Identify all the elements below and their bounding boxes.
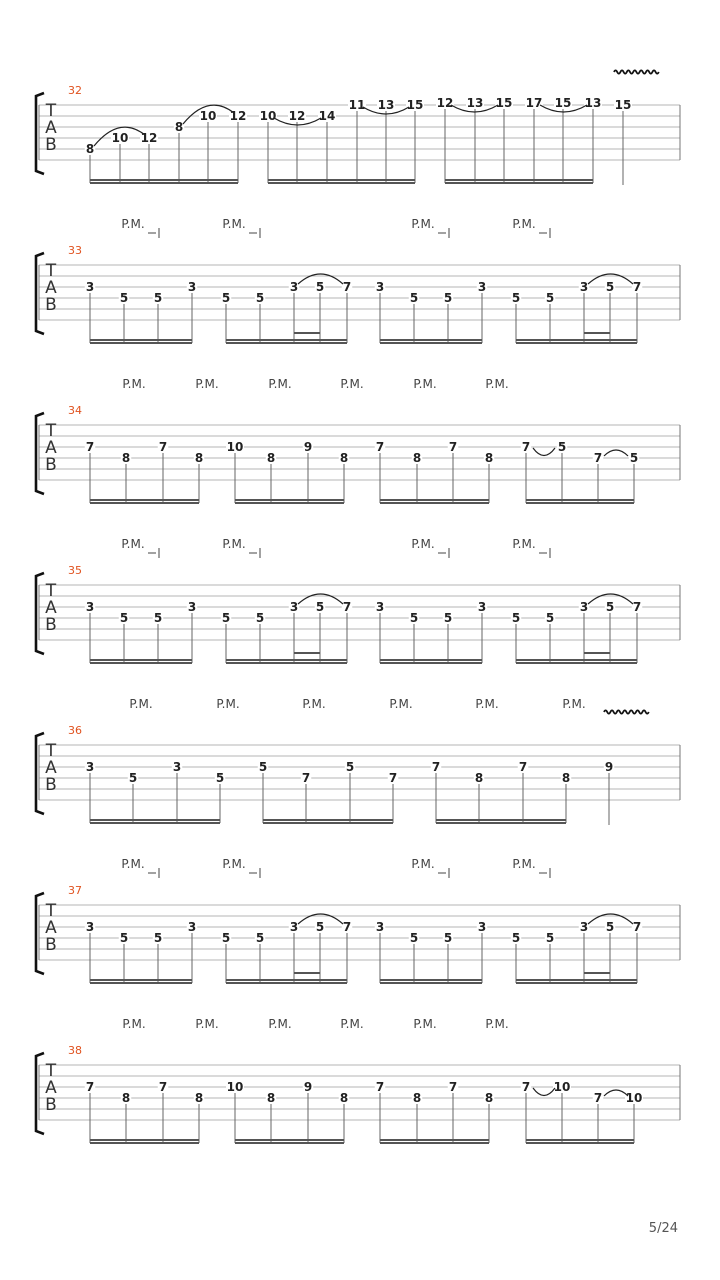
fret-number: 3 xyxy=(85,760,95,774)
fret-number: 7 xyxy=(342,600,352,614)
beam-tertiary xyxy=(294,972,320,974)
beam-secondary xyxy=(226,342,347,344)
fret-number: 15 xyxy=(614,98,632,112)
fret-number: 9 xyxy=(303,1080,313,1094)
beam-primary xyxy=(226,979,347,981)
fret-number: 5 xyxy=(315,600,325,614)
tab-clef-letter: B xyxy=(45,1095,57,1115)
palm-mute-mark: P.M. xyxy=(485,377,509,391)
palm-mute-mark: P.M. xyxy=(222,537,246,551)
beam-secondary xyxy=(263,822,393,824)
fret-number: 5 xyxy=(119,611,129,625)
fret-number: 10 xyxy=(111,131,129,145)
beam-secondary xyxy=(90,822,220,824)
beam-primary xyxy=(235,499,344,501)
fret-number: 8 xyxy=(266,1091,276,1105)
fret-number: 7 xyxy=(85,1080,95,1094)
tie-arc xyxy=(533,1088,555,1096)
tab-clef-letter: A xyxy=(45,1078,57,1098)
tie-arc xyxy=(604,1090,628,1096)
beam-primary xyxy=(526,499,634,501)
fret-number: 3 xyxy=(172,760,182,774)
fret-number: 8 xyxy=(484,1091,494,1105)
vibrato-icon xyxy=(614,70,659,73)
measure-number: 32 xyxy=(68,84,82,97)
fret-number: 10 xyxy=(259,109,277,123)
tab-clef-letter: A xyxy=(45,438,57,458)
fret-number: 14 xyxy=(318,109,336,123)
fret-number: 5 xyxy=(315,920,325,934)
fret-number: 5 xyxy=(153,611,163,625)
fret-number: 7 xyxy=(342,920,352,934)
palm-mute-mark: P.M. xyxy=(411,537,435,551)
palm-mute-mark: P.M. xyxy=(195,377,219,391)
measure-number: 38 xyxy=(68,1044,82,1057)
beam-secondary xyxy=(90,342,192,344)
tab-clef-letter: B xyxy=(45,135,57,155)
measure-number: 34 xyxy=(68,404,82,417)
tie-arc xyxy=(604,450,628,456)
fret-number: 5 xyxy=(629,451,639,465)
beam-primary xyxy=(90,659,192,661)
beam-primary xyxy=(90,819,220,821)
measure-number: 35 xyxy=(68,564,82,577)
fret-number: 13 xyxy=(584,96,602,110)
fret-number: 5 xyxy=(545,291,555,305)
fret-number: 8 xyxy=(194,451,204,465)
fret-number: 3 xyxy=(579,600,589,614)
beam-secondary xyxy=(90,182,238,184)
fret-number: 8 xyxy=(121,451,131,465)
fret-number: 5 xyxy=(443,291,453,305)
tab-clef-letter: T xyxy=(45,1061,57,1081)
fret-number: 7 xyxy=(632,920,642,934)
fret-number: 3 xyxy=(375,920,385,934)
fret-number: 3 xyxy=(375,600,385,614)
measure-number: 37 xyxy=(68,884,82,897)
palm-mute-mark: P.M. xyxy=(475,697,499,711)
fret-number: 8 xyxy=(266,451,276,465)
fret-number: 9 xyxy=(604,760,614,774)
beam-primary xyxy=(226,659,347,661)
fret-number: 3 xyxy=(85,920,95,934)
fret-number: 3 xyxy=(477,280,487,294)
palm-mute-mark: P.M. xyxy=(222,217,246,231)
tab-clef-letter: B xyxy=(45,615,57,635)
beam-primary xyxy=(90,179,238,181)
beam-secondary xyxy=(516,662,637,664)
fret-number: 5 xyxy=(409,611,419,625)
fret-number: 7 xyxy=(375,440,385,454)
beam-tertiary xyxy=(584,332,610,334)
beam-primary xyxy=(226,339,347,341)
beam-secondary xyxy=(235,1142,344,1144)
fret-number: 3 xyxy=(187,280,197,294)
palm-mute-mark: P.M. xyxy=(121,217,145,231)
tab-clef-letter: T xyxy=(45,901,57,921)
beam-secondary xyxy=(90,502,199,504)
fret-number: 8 xyxy=(85,142,95,156)
palm-mute-mark: P.M. xyxy=(413,377,437,391)
beam-secondary xyxy=(380,662,482,664)
fret-number: 7 xyxy=(158,1080,168,1094)
fret-number: 17 xyxy=(525,96,543,110)
fret-number: 5 xyxy=(221,611,231,625)
fret-number: 15 xyxy=(495,96,513,110)
fret-number: 3 xyxy=(477,600,487,614)
palm-mute-mark: P.M. xyxy=(389,697,413,711)
palm-mute-mark: P.M. xyxy=(411,217,435,231)
fret-number: 10 xyxy=(625,1091,643,1105)
fret-number: 5 xyxy=(255,931,265,945)
fret-number: 11 xyxy=(348,98,366,112)
fret-number: 5 xyxy=(153,291,163,305)
page-number: 5/24 xyxy=(648,1221,678,1236)
tab-clef-letter: B xyxy=(45,775,57,795)
fret-number: 8 xyxy=(412,1091,422,1105)
tab-system-36 xyxy=(36,697,680,825)
fret-number: 7 xyxy=(593,1091,603,1105)
fret-number: 3 xyxy=(289,920,299,934)
beam-secondary xyxy=(445,182,593,184)
fret-number: 7 xyxy=(301,771,311,785)
tab-clef-letter: A xyxy=(45,278,57,298)
palm-mute-mark: P.M. xyxy=(485,1017,509,1031)
fret-number: 8 xyxy=(474,771,484,785)
fret-number: 12 xyxy=(436,96,454,110)
fret-number: 7 xyxy=(158,440,168,454)
fret-number: 5 xyxy=(119,291,129,305)
beam-primary xyxy=(516,979,637,981)
palm-mute-mark: P.M. xyxy=(512,217,536,231)
fret-number: 5 xyxy=(409,291,419,305)
beam-primary xyxy=(445,179,593,181)
fret-number: 13 xyxy=(377,98,395,112)
fret-number: 8 xyxy=(412,451,422,465)
beam-primary xyxy=(380,979,482,981)
beam-secondary xyxy=(380,982,482,984)
palm-mute-mark: P.M. xyxy=(340,377,364,391)
beam-tertiary xyxy=(294,652,320,654)
fret-number: 7 xyxy=(448,440,458,454)
fret-number: 15 xyxy=(406,98,424,112)
measure-number: 33 xyxy=(68,244,82,257)
fret-number: 5 xyxy=(345,760,355,774)
palm-mute-mark: P.M. xyxy=(512,857,536,871)
tab-system-38 xyxy=(36,1017,680,1144)
beam-tertiary xyxy=(584,652,610,654)
fret-number: 3 xyxy=(187,600,197,614)
tab-clef-letter: T xyxy=(45,101,57,121)
fret-number: 5 xyxy=(511,291,521,305)
beam-primary xyxy=(90,979,192,981)
fret-number: 5 xyxy=(258,760,268,774)
fret-number: 8 xyxy=(484,451,494,465)
fret-number: 5 xyxy=(511,611,521,625)
beam-primary xyxy=(526,1139,634,1141)
fret-number: 5 xyxy=(443,611,453,625)
fret-number: 5 xyxy=(255,291,265,305)
fret-number: 5 xyxy=(128,771,138,785)
palm-mute-mark: P.M. xyxy=(222,857,246,871)
fret-number: 7 xyxy=(518,760,528,774)
beam-secondary xyxy=(90,662,192,664)
fret-number: 5 xyxy=(153,931,163,945)
fret-number: 5 xyxy=(221,291,231,305)
fret-number: 7 xyxy=(593,451,603,465)
fret-number: 10 xyxy=(553,1080,571,1094)
fret-number: 5 xyxy=(315,280,325,294)
beam-secondary xyxy=(436,822,566,824)
fret-number: 9 xyxy=(303,440,313,454)
beam-primary xyxy=(380,659,482,661)
fret-number: 7 xyxy=(448,1080,458,1094)
fret-number: 3 xyxy=(289,280,299,294)
tab-clef-letter: B xyxy=(45,455,57,475)
vibrato-icon xyxy=(604,710,649,713)
palm-mute-mark: P.M. xyxy=(268,1017,292,1031)
tab-system-33 xyxy=(36,217,680,344)
beam-primary xyxy=(90,339,192,341)
beam-secondary xyxy=(235,502,344,504)
fret-number: 5 xyxy=(221,931,231,945)
beam-primary xyxy=(516,659,637,661)
tab-clef-letter: T xyxy=(45,581,57,601)
palm-mute-mark: P.M. xyxy=(302,697,326,711)
beam-secondary xyxy=(516,982,637,984)
fret-number: 5 xyxy=(119,931,129,945)
palm-mute-mark: P.M. xyxy=(195,1017,219,1031)
fret-number: 5 xyxy=(605,280,615,294)
fret-number: 7 xyxy=(632,280,642,294)
fret-number: 10 xyxy=(226,440,244,454)
tab-system-35 xyxy=(36,537,680,664)
fret-number: 5 xyxy=(511,931,521,945)
palm-mute-mark: P.M. xyxy=(413,1017,437,1031)
fret-number: 3 xyxy=(579,920,589,934)
palm-mute-mark: P.M. xyxy=(411,857,435,871)
fret-number: 3 xyxy=(579,280,589,294)
tab-clef-letter: T xyxy=(45,261,57,281)
beam-secondary xyxy=(526,1142,634,1144)
tab-clef-letter: T xyxy=(45,741,57,761)
palm-mute-mark: P.M. xyxy=(121,857,145,871)
fret-number: 5 xyxy=(545,931,555,945)
fret-number: 8 xyxy=(561,771,571,785)
beam-secondary xyxy=(90,982,192,984)
fret-number: 7 xyxy=(521,1080,531,1094)
tab-clef-letter: B xyxy=(45,935,57,955)
beam-secondary xyxy=(516,342,637,344)
fret-number: 5 xyxy=(605,600,615,614)
beam-secondary xyxy=(380,342,482,344)
palm-mute-mark: P.M. xyxy=(340,1017,364,1031)
beam-primary xyxy=(90,1139,199,1141)
fret-number: 3 xyxy=(375,280,385,294)
fret-number: 15 xyxy=(554,96,572,110)
fret-number: 5 xyxy=(605,920,615,934)
tab-clef-letter: A xyxy=(45,758,57,778)
fret-number: 12 xyxy=(288,109,306,123)
tab-system-37 xyxy=(36,857,680,984)
fret-number: 7 xyxy=(521,440,531,454)
beam-primary xyxy=(380,499,489,501)
beam-tertiary xyxy=(294,332,320,334)
tab-clef-letter: T xyxy=(45,421,57,441)
fret-number: 5 xyxy=(215,771,225,785)
beam-tertiary xyxy=(584,972,610,974)
palm-mute-mark: P.M. xyxy=(121,537,145,551)
tab-system-32 xyxy=(36,70,680,185)
fret-number: 13 xyxy=(466,96,484,110)
beam-primary xyxy=(516,339,637,341)
fret-number: 7 xyxy=(632,600,642,614)
tie-arc xyxy=(533,448,555,456)
beam-secondary xyxy=(380,502,489,504)
tab-clef-letter: A xyxy=(45,598,57,618)
fret-number: 3 xyxy=(85,280,95,294)
fret-number: 3 xyxy=(85,600,95,614)
beam-primary xyxy=(268,179,415,181)
palm-mute-mark: P.M. xyxy=(268,377,292,391)
palm-mute-mark: P.M. xyxy=(122,377,146,391)
fret-number: 8 xyxy=(339,1091,349,1105)
beam-primary xyxy=(380,339,482,341)
fret-number: 8 xyxy=(194,1091,204,1105)
fret-number: 5 xyxy=(443,931,453,945)
beam-secondary xyxy=(526,502,634,504)
beam-primary xyxy=(436,819,566,821)
beam-secondary xyxy=(90,1142,199,1144)
beam-primary xyxy=(235,1139,344,1141)
fret-number: 5 xyxy=(255,611,265,625)
fret-number: 12 xyxy=(140,131,158,145)
beam-secondary xyxy=(268,182,415,184)
fret-number: 5 xyxy=(557,440,567,454)
palm-mute-mark: P.M. xyxy=(512,537,536,551)
palm-mute-mark: P.M. xyxy=(562,697,586,711)
fret-number: 10 xyxy=(226,1080,244,1094)
fret-number: 5 xyxy=(409,931,419,945)
fret-number: 8 xyxy=(339,451,349,465)
fret-number: 3 xyxy=(187,920,197,934)
tab-clef-letter: A xyxy=(45,918,57,938)
fret-number: 7 xyxy=(342,280,352,294)
tab-clef-letter: B xyxy=(45,295,57,315)
beam-primary xyxy=(263,819,393,821)
beam-secondary xyxy=(380,1142,489,1144)
fret-number: 3 xyxy=(477,920,487,934)
measure-number: 36 xyxy=(68,724,82,737)
tab-clef-letter: A xyxy=(45,118,57,138)
fret-number: 7 xyxy=(375,1080,385,1094)
beam-secondary xyxy=(226,982,347,984)
fret-number: 12 xyxy=(229,109,247,123)
fret-number: 7 xyxy=(388,771,398,785)
fret-number: 3 xyxy=(289,600,299,614)
tab-system-34 xyxy=(36,377,680,504)
fret-number: 8 xyxy=(174,120,184,134)
fret-number: 7 xyxy=(85,440,95,454)
fret-number: 8 xyxy=(121,1091,131,1105)
fret-number: 7 xyxy=(431,760,441,774)
palm-mute-mark: P.M. xyxy=(129,697,153,711)
fret-number: 10 xyxy=(199,109,217,123)
beam-secondary xyxy=(226,662,347,664)
fret-number: 5 xyxy=(545,611,555,625)
palm-mute-mark: P.M. xyxy=(122,1017,146,1031)
palm-mute-mark: P.M. xyxy=(216,697,240,711)
beam-primary xyxy=(90,499,199,501)
beam-primary xyxy=(380,1139,489,1141)
